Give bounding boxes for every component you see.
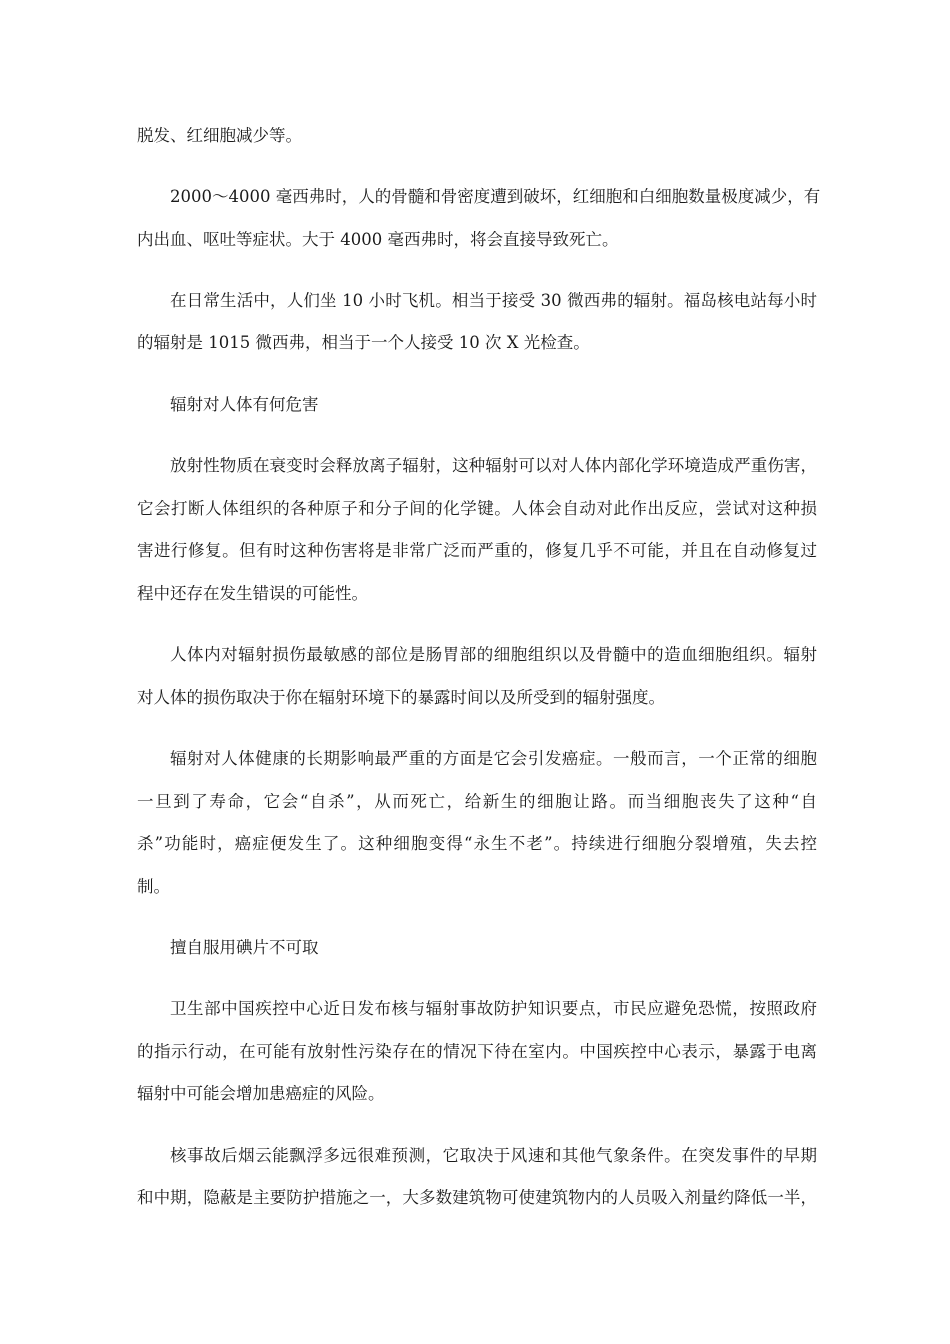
text-line: 辐射对人体健康的长期影响最严重的方面是它会引发癌症。一般而言，一个正常的细胞 [170, 749, 817, 768]
text-line: 和中期，隐蔽是主要防护措施之一，大多数建筑物可使建筑物内的人员吸入剂量约降低一半， [137, 1188, 817, 1207]
text-line: 卫生部中国疾控中心近日发布核与辐射事故防护知识要点，市民应避免恐慌，按照政府 [170, 999, 817, 1018]
text-line: 一旦到了寿命，它会“自杀”，从而死亡，给新生的细胞让路。而当细胞丧失了这种“自 [137, 792, 817, 811]
text-line: 害进行修复。但有时这种伤害将是非常广泛而严重的，修复几乎不可能，并且在自动修复过 [137, 541, 817, 560]
text-line: 人体内对辐射损伤最敏感的部位是肠胃部的细胞组织以及骨髓中的造血细胞组织。辐射 [170, 645, 817, 664]
text-line: 内出血、呕吐等症状。大于 4000 毫西弗时，将会直接导致死亡。 [137, 230, 619, 249]
text-line: 的辐射是 1015 微西弗，相当于一个人接受 10 次 X 光检查。 [137, 333, 590, 352]
section-heading: 擅自服用碘片不可取 [170, 938, 319, 957]
text-line: 核事故后烟云能飘浮多远很难预测，它取决于风速和其他气象条件。在突发事件的早期 [170, 1146, 817, 1165]
text-line: 脱发、红细胞减少等。 [137, 126, 302, 145]
text-line: 对人体的损伤取决于你在辐射环境下的暴露时间以及所受到的辐射强度。 [137, 688, 665, 707]
text-line: 2000～4000 毫西弗时，人的骨髓和骨密度遭到破坏，红细胞和白细胞数量极度减少，有 [170, 187, 821, 206]
text-line: 程中还存在发生错误的可能性。 [137, 584, 368, 603]
text-line: 它会打断人体组织的各种原子和分子间的化学键。人体会自动对此作出反应，尝试对这种损 [137, 499, 817, 518]
text-line: 杀”功能时，癌症便发生了。这种细胞变得“永生不老”。持续进行细胞分裂增殖，失去控 [137, 834, 817, 853]
text-line: 放射性物质在衰变时会释放离子辐射，这种辐射可以对人体内部化学环境造成严重伤害， [170, 456, 817, 475]
text-line: 在日常生活中，人们坐 10 小时飞机。相当于接受 30 微西弗的辐射。福岛核电站每小时 [170, 291, 817, 310]
section-heading: 辐射对人体有何危害 [170, 395, 319, 414]
text-line: 制。 [137, 877, 170, 896]
text-line: 的指示行动，在可能有放射性污染存在的情况下待在室内。中国疾控中心表示，暴露于电离 [137, 1042, 817, 1061]
text-line: 辐射中可能会增加患癌症的风险。 [137, 1084, 385, 1103]
